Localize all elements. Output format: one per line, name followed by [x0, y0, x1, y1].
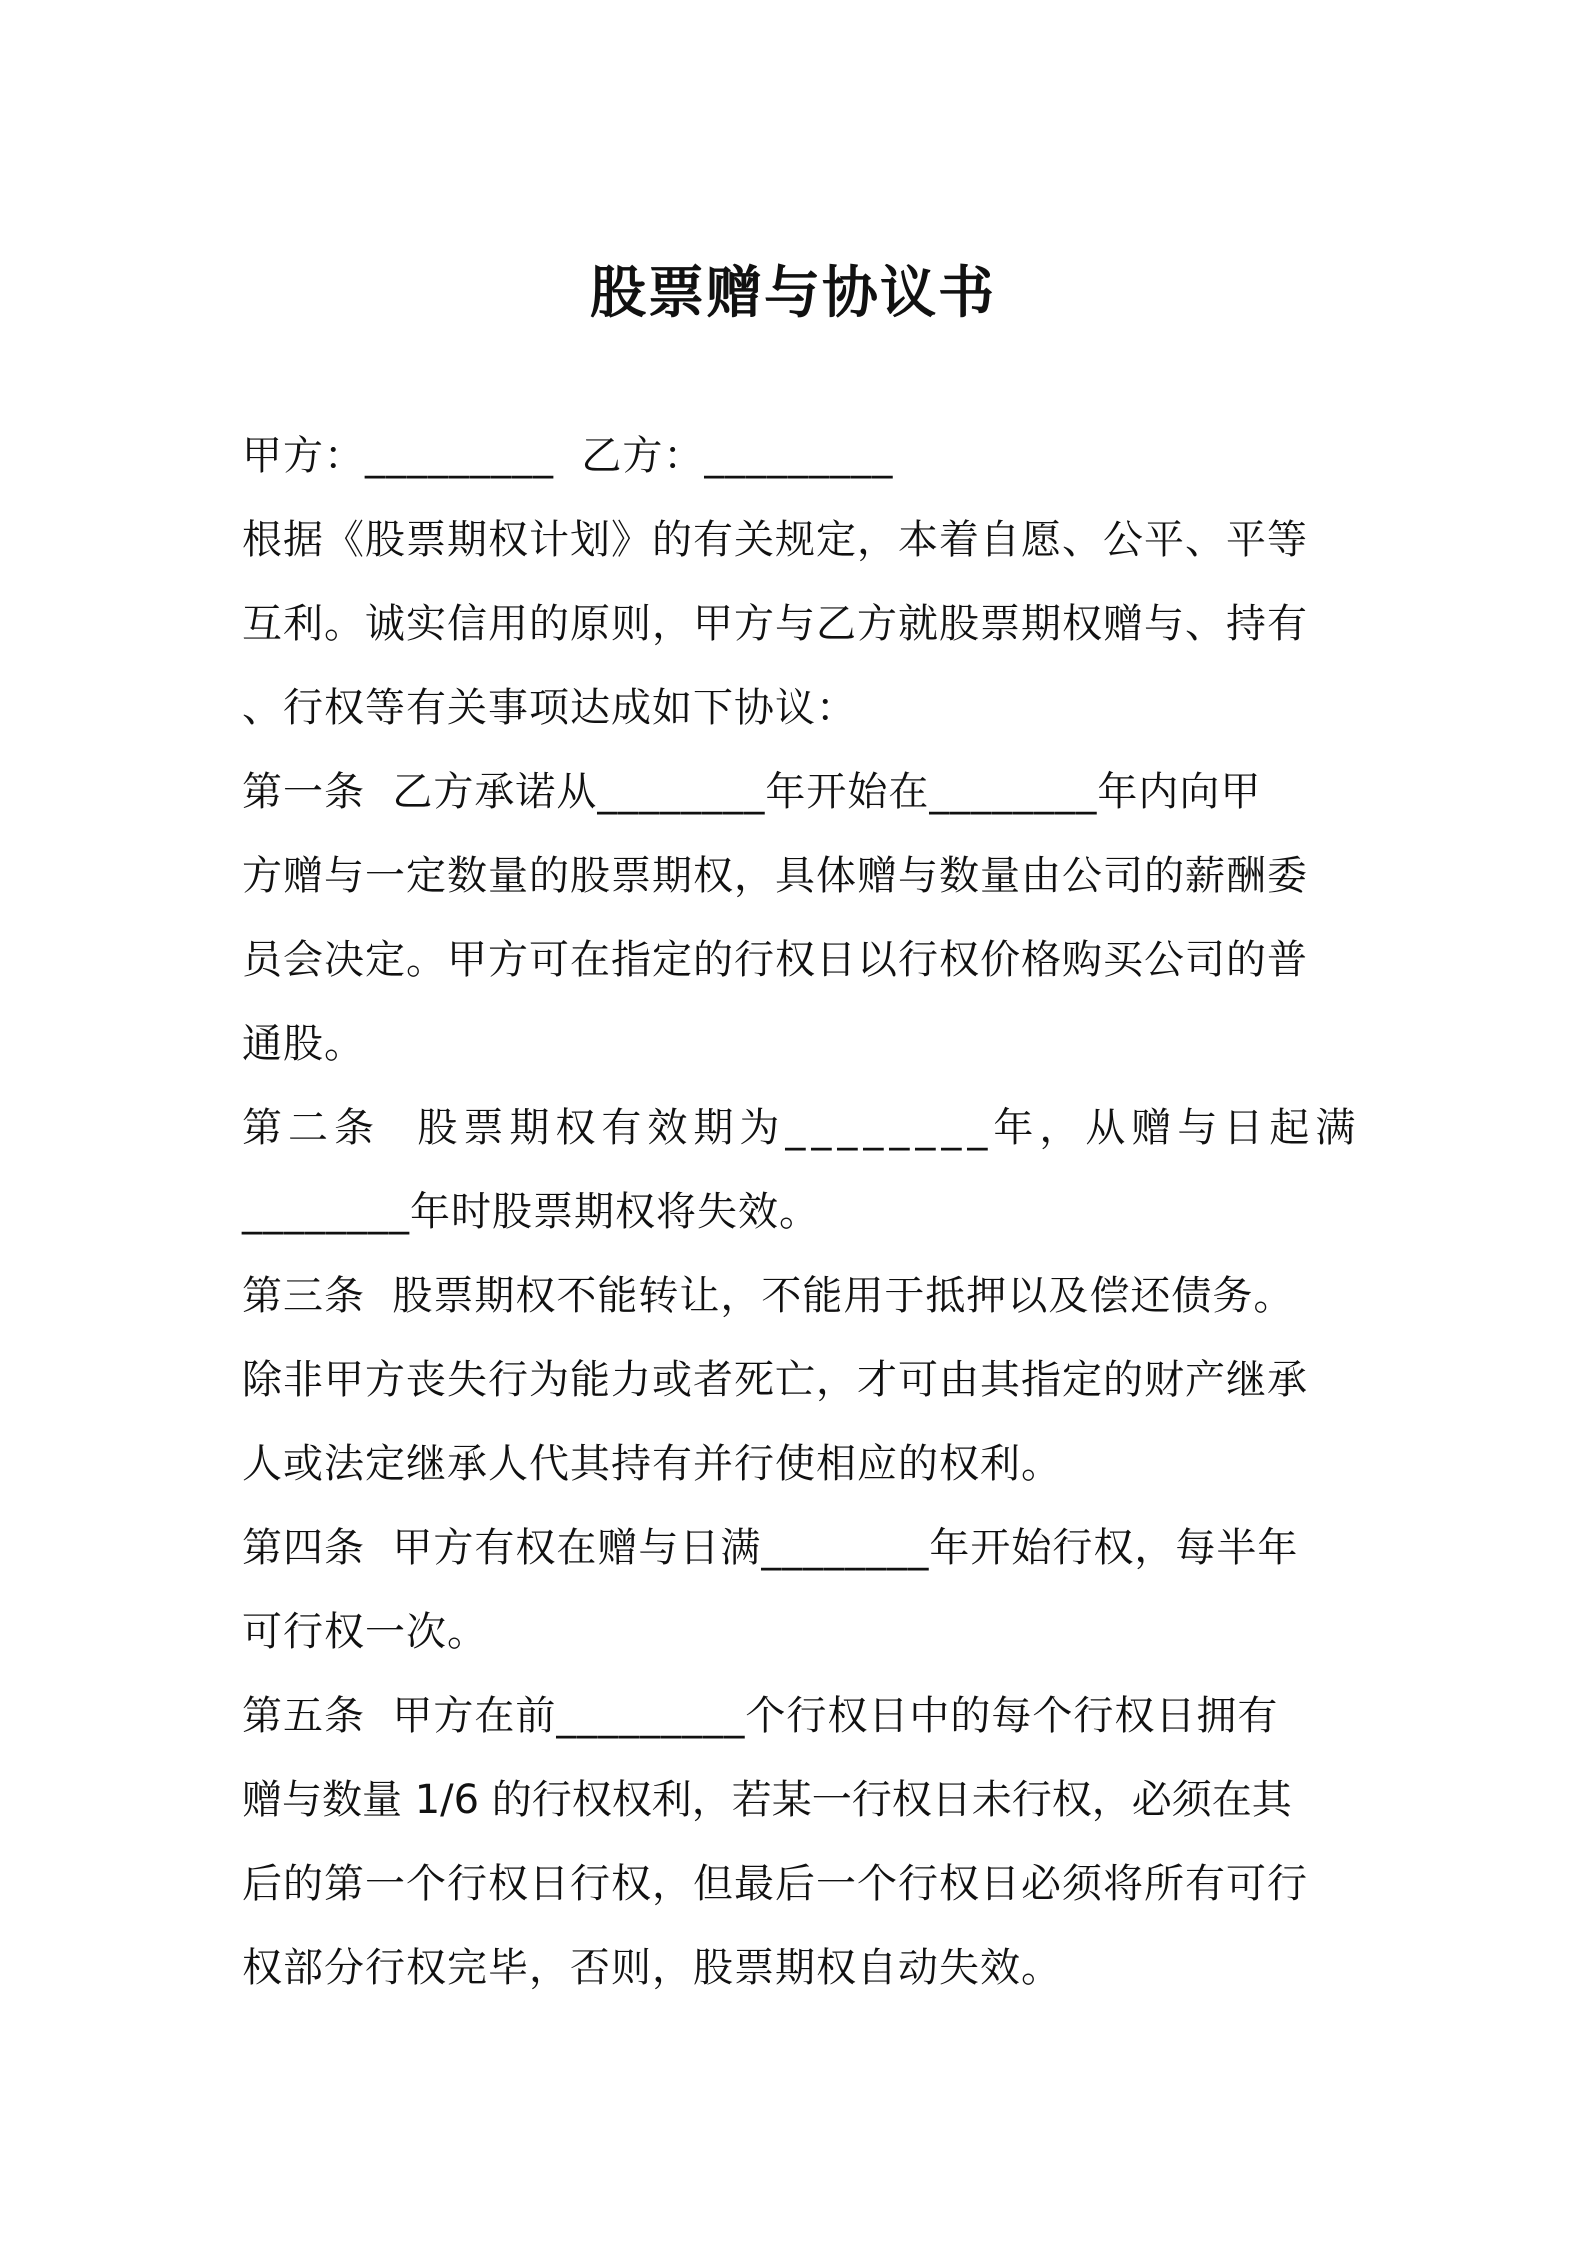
parties-line: 甲方：_________ 乙方：_________ — [242, 433, 894, 479]
article-2-line-1: 第二条 股票期权有效期为________年，从赠与日起满 — [242, 1105, 1362, 1151]
article-5-line-4: 权部分行权完毕，否则，股票期权自动失效。 — [242, 1945, 1062, 1991]
document-title: 股票赠与协议书 — [590, 261, 996, 326]
article-1-line-2: 方赠与一定数量的股票期权，具体赠与数量由公司的薪酬委 — [242, 853, 1308, 899]
article-5-line-2: 赠与数量 1/6 的行权权利，若某一行权日未行权，必须在其 — [242, 1777, 1292, 1823]
article-4-line-1: 第四条 甲方有权在赠与日满________年开始行权，每半年 — [242, 1525, 1299, 1571]
preamble-line-1: 根据《股票期权计划》的有关规定，本着自愿、公平、平等 — [242, 517, 1308, 563]
article-5-line-1: 第五条 甲方在前_________个行权日中的每个行权日拥有 — [242, 1693, 1279, 1739]
article-3-line-3: 人或法定继承人代其持有并行使相应的权利。 — [242, 1441, 1062, 1487]
preamble-line-3: 、行权等有关事项达成如下协议： — [242, 685, 857, 731]
article-5-line-3: 后的第一个行权日行权，但最后一个行权日必须将所有可行 — [242, 1861, 1308, 1907]
article-3-line-2: 除非甲方丧失行为能力或者死亡，才可由其指定的财产继承 — [242, 1357, 1308, 1403]
article-1-line-4: 通股。 — [242, 1021, 365, 1067]
article-3-line-1: 第三条 股票期权不能转让，不能用于抵押以及偿还债务。 — [242, 1273, 1295, 1319]
article-1-line-1: 第一条 乙方承诺从________年开始在________年内向甲 — [242, 769, 1262, 815]
preamble-line-2: 互利。诚实信用的原则，甲方与乙方就股票期权赠与、持有 — [242, 601, 1308, 647]
article-4-line-2: 可行权一次。 — [242, 1609, 488, 1655]
document-body — [242, 414, 1362, 2010]
article-2-line-2: ________年时股票期权将失效。 — [242, 1189, 820, 1235]
article-1-line-3: 员会决定。甲方可在指定的行权日以行权价格购买公司的普 — [242, 937, 1308, 983]
